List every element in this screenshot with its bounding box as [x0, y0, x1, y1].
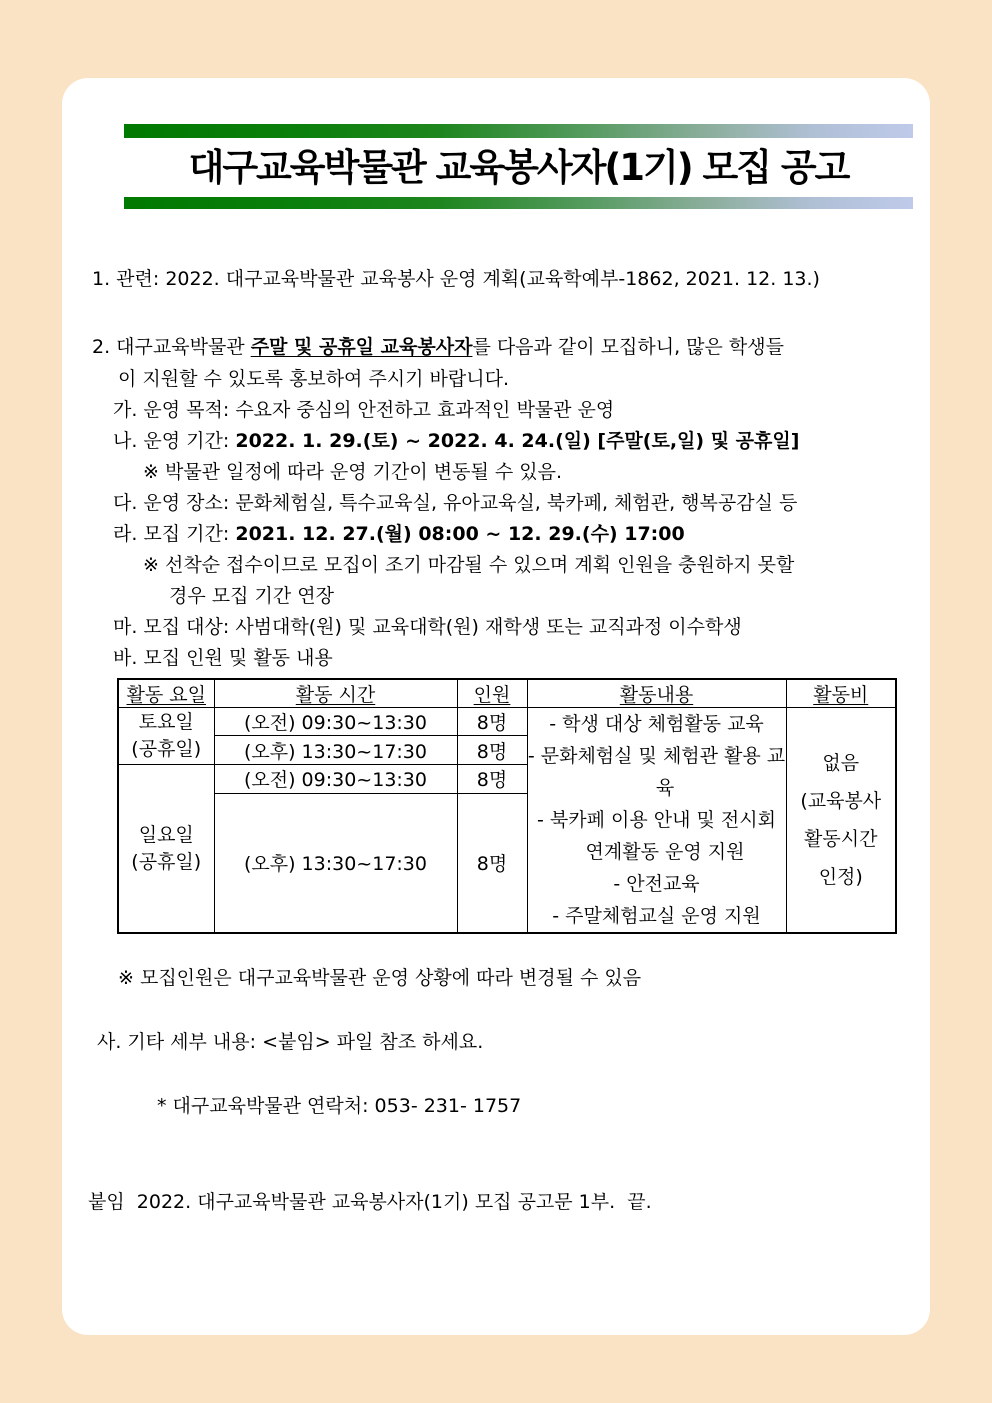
day-sunday: 일요일 — [138, 823, 194, 846]
item-recruit-target: 마. 모집 대상: 사범대학(원) 및 교육대학(원) 재학생 또는 교직과정 이수학생 — [113, 616, 742, 638]
page-title: 대구교육박물관 교육봉사자(1기) 모집 공고 — [188, 146, 849, 189]
intro-emphasis-weekend-volunteers: 주말 및 공휴일 교육봉사자 — [250, 336, 473, 358]
item-recruit-period — [62, 519, 930, 550]
activity-item: - 문화체험실 및 체험관 활용 교육 — [527, 745, 786, 799]
related-reference-line: 1. 관련: 2022. 대구교육박물관 교육봉사 운영 계획(교육학예부-1862, 2021. 12. 13.) — [92, 268, 820, 290]
document-card — [62, 78, 930, 1335]
title-bottom-gradient-bar — [124, 197, 913, 209]
fee-line: (교육봉사 — [800, 790, 882, 812]
activity-fee-cell — [786, 708, 896, 934]
recruit-period-note-line2: 경우 모집 기간 연장 — [169, 585, 334, 607]
day-cell-sunday — [118, 765, 214, 934]
fee-line: 인정) — [818, 866, 863, 888]
title-top-gradient-bar — [124, 124, 913, 138]
count-cell: 8명 — [457, 765, 527, 794]
header-activity-content: 활동내용 — [527, 679, 786, 708]
time-cell: (오후) 13:30~17:30 — [214, 793, 457, 933]
time-cell: (오전) 09:30~13:30 — [214, 708, 457, 736]
count-cell: 8명 — [457, 736, 527, 765]
fee-line: 없음 — [822, 752, 860, 774]
day-saturday: 토요일 — [138, 711, 194, 733]
activity-item: - 북카페 이용 안내 및 전시회 연계활동 운영 지원 — [537, 809, 783, 863]
recruit-period-dates: 2021. 12. 27.(월) 08:00 ~ 12. 29.(수) 17:00 — [235, 523, 685, 545]
schedule-table — [117, 678, 897, 934]
title-block — [124, 124, 913, 209]
activity-item: - 학생 대상 체험활동 교육 — [549, 713, 764, 735]
table-header-row — [118, 679, 896, 708]
recruit-period-label: 라. 모집 기간: — [113, 523, 236, 545]
activity-item: - 안전교육 — [613, 873, 700, 895]
attachment-line: 붙임 2022. 대구교육박물관 교육봉사자(1기) 모집 공고문 1부. 끝. — [88, 1191, 652, 1213]
header-activity-time: 활동 시간 — [214, 679, 457, 708]
contact-line: * 대구교육박물관 연락처: 053- 231- 1757 — [157, 1095, 522, 1117]
day-cell-saturday — [118, 708, 214, 765]
recruit-period-note-line1: ※ 선착순 접수이므로 모집이 조기 마감될 수 있으며 계획 인원을 충원하지 못할 — [143, 554, 795, 576]
item-recruit-count-heading: 바. 모집 인원 및 활동 내용 — [113, 647, 333, 669]
activity-item: - 주말체험교실 운영 지원 — [552, 905, 761, 927]
item-other-details: 사. 기타 세부 내용: <붙임> 파일 참조 하세요. — [97, 1031, 484, 1053]
intro-suffix: 를 다음과 같이 모집하니, 많은 학생들 — [472, 336, 784, 358]
recruitment-intro-line2: 이 지원할 수 있도록 홍보하여 주시기 바랍니다. — [118, 368, 510, 390]
time-cell: (오후) 13:30~17:30 — [214, 736, 457, 765]
item-operation-place: 다. 운영 장소: 문화체험실, 특수교육실, 유아교육실, 북카페, 체험관, 행복공감실 등 — [113, 492, 798, 514]
item-operation-period — [62, 426, 930, 457]
day-saturday-holiday: (공휴일) — [131, 738, 202, 760]
recruitment-intro-line1 — [62, 331, 930, 363]
count-cell: 8명 — [457, 793, 527, 933]
count-cell: 8명 — [457, 708, 527, 736]
table-row — [118, 708, 896, 736]
activity-content-cell — [527, 708, 786, 934]
header-headcount: 인원 — [457, 679, 527, 708]
day-sunday-holiday: (공휴일) — [131, 850, 202, 873]
operation-period-note: ※ 박물관 일정에 따라 운영 기간이 변동될 수 있음. — [143, 461, 563, 483]
fee-line: 활동시간 — [804, 828, 878, 850]
intro-prefix: 2. 대구교육박물관 — [92, 336, 251, 358]
operation-period-dates: 2022. 1. 29.(토) ~ 2022. 4. 24.(일) [주말(토,일) 및 공휴일] — [235, 430, 800, 452]
operation-period-label: 나. 운영 기간: — [113, 430, 236, 452]
item-purpose: 가. 운영 목적: 수요자 중심의 안전하고 효과적인 박물관 운영 — [113, 399, 615, 421]
header-activity-day: 활동 요일 — [118, 679, 214, 708]
header-activity-fee: 활동비 — [786, 679, 896, 708]
table-change-note: ※ 모집인원은 대구교육박물관 운영 상황에 따라 변경될 수 있음 — [118, 967, 642, 989]
time-cell: (오전) 09:30~13:30 — [214, 765, 457, 794]
